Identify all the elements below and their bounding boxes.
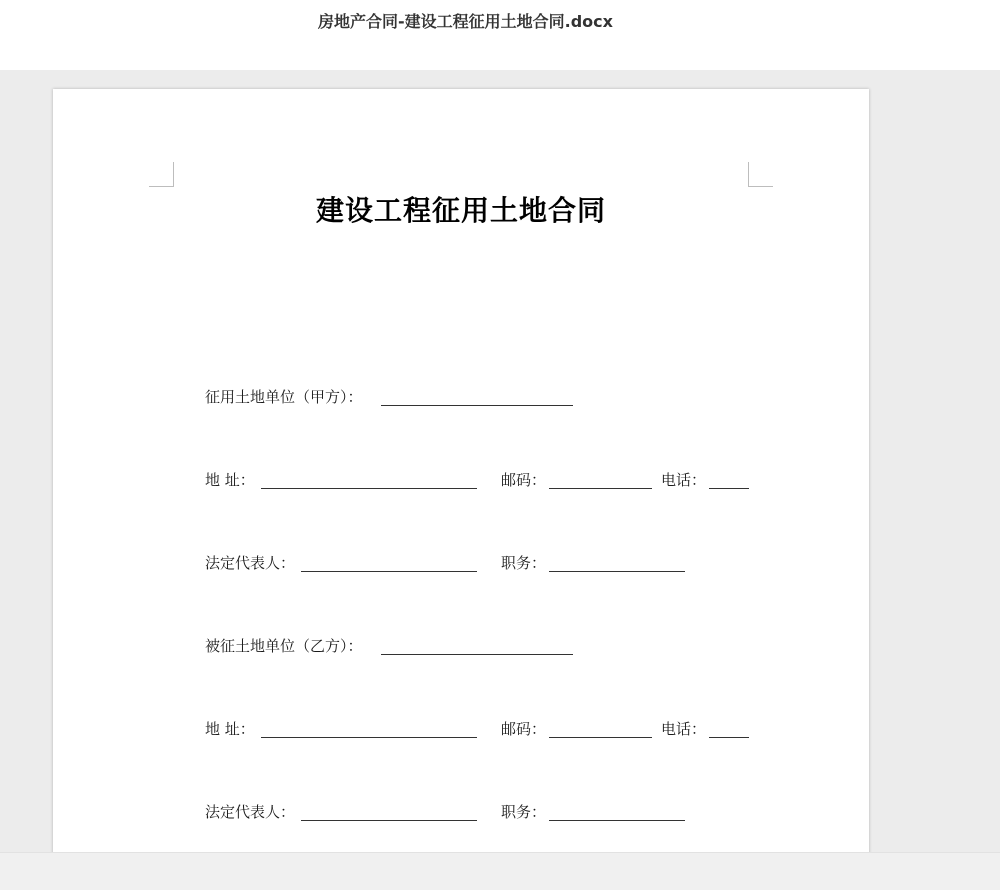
party-b-address-label: 地 址：: [205, 720, 255, 738]
party-a-postcode-blank: [549, 488, 652, 489]
party-a-position-label: 职务：: [501, 554, 547, 572]
party-b-address-blank: [261, 737, 477, 738]
party-b-postcode-blank: [549, 737, 652, 738]
party-a-rep-label: 法定代表人：: [205, 554, 296, 572]
bottom-bar: [0, 852, 1000, 890]
title-bar: [0, 0, 1000, 70]
party-b-position-blank: [549, 820, 685, 821]
party-a-position-blank: [549, 571, 685, 572]
party-b-position-label: 职务：: [501, 803, 547, 821]
party-a-phone-label: 电话：: [661, 471, 707, 489]
party-a-postcode-label: 邮码：: [501, 471, 547, 489]
party-a-address-blank: [261, 488, 477, 489]
document-viewer[interactable]: [0, 70, 1000, 852]
document-filename: 房地产合同-建设工程征用土地合同.docx: [318, 12, 613, 31]
party-b-rep-label: 法定代表人：: [205, 803, 296, 821]
party-b-unit-blank: [381, 654, 573, 655]
party-b-rep-blank: [301, 820, 477, 821]
party-b-postcode-label: 邮码：: [501, 720, 547, 738]
margin-corner-top-left: [149, 162, 174, 187]
party-b-phone-label: 电话：: [661, 720, 707, 738]
party-a-rep-blank: [301, 571, 477, 572]
contract-title: 建设工程征用土地合同: [315, 194, 606, 227]
margin-corner-top-right: [748, 162, 773, 187]
party-a-phone-blank: [709, 488, 749, 489]
party-b-phone-blank: [709, 737, 749, 738]
document-page: [53, 89, 869, 852]
party-a-unit-label: 征用土地单位（甲方）：: [205, 388, 363, 406]
party-b-unit-label: 被征土地单位（乙方）：: [205, 637, 363, 655]
party-a-address-label: 地 址：: [205, 471, 255, 489]
party-a-unit-blank: [381, 405, 573, 406]
